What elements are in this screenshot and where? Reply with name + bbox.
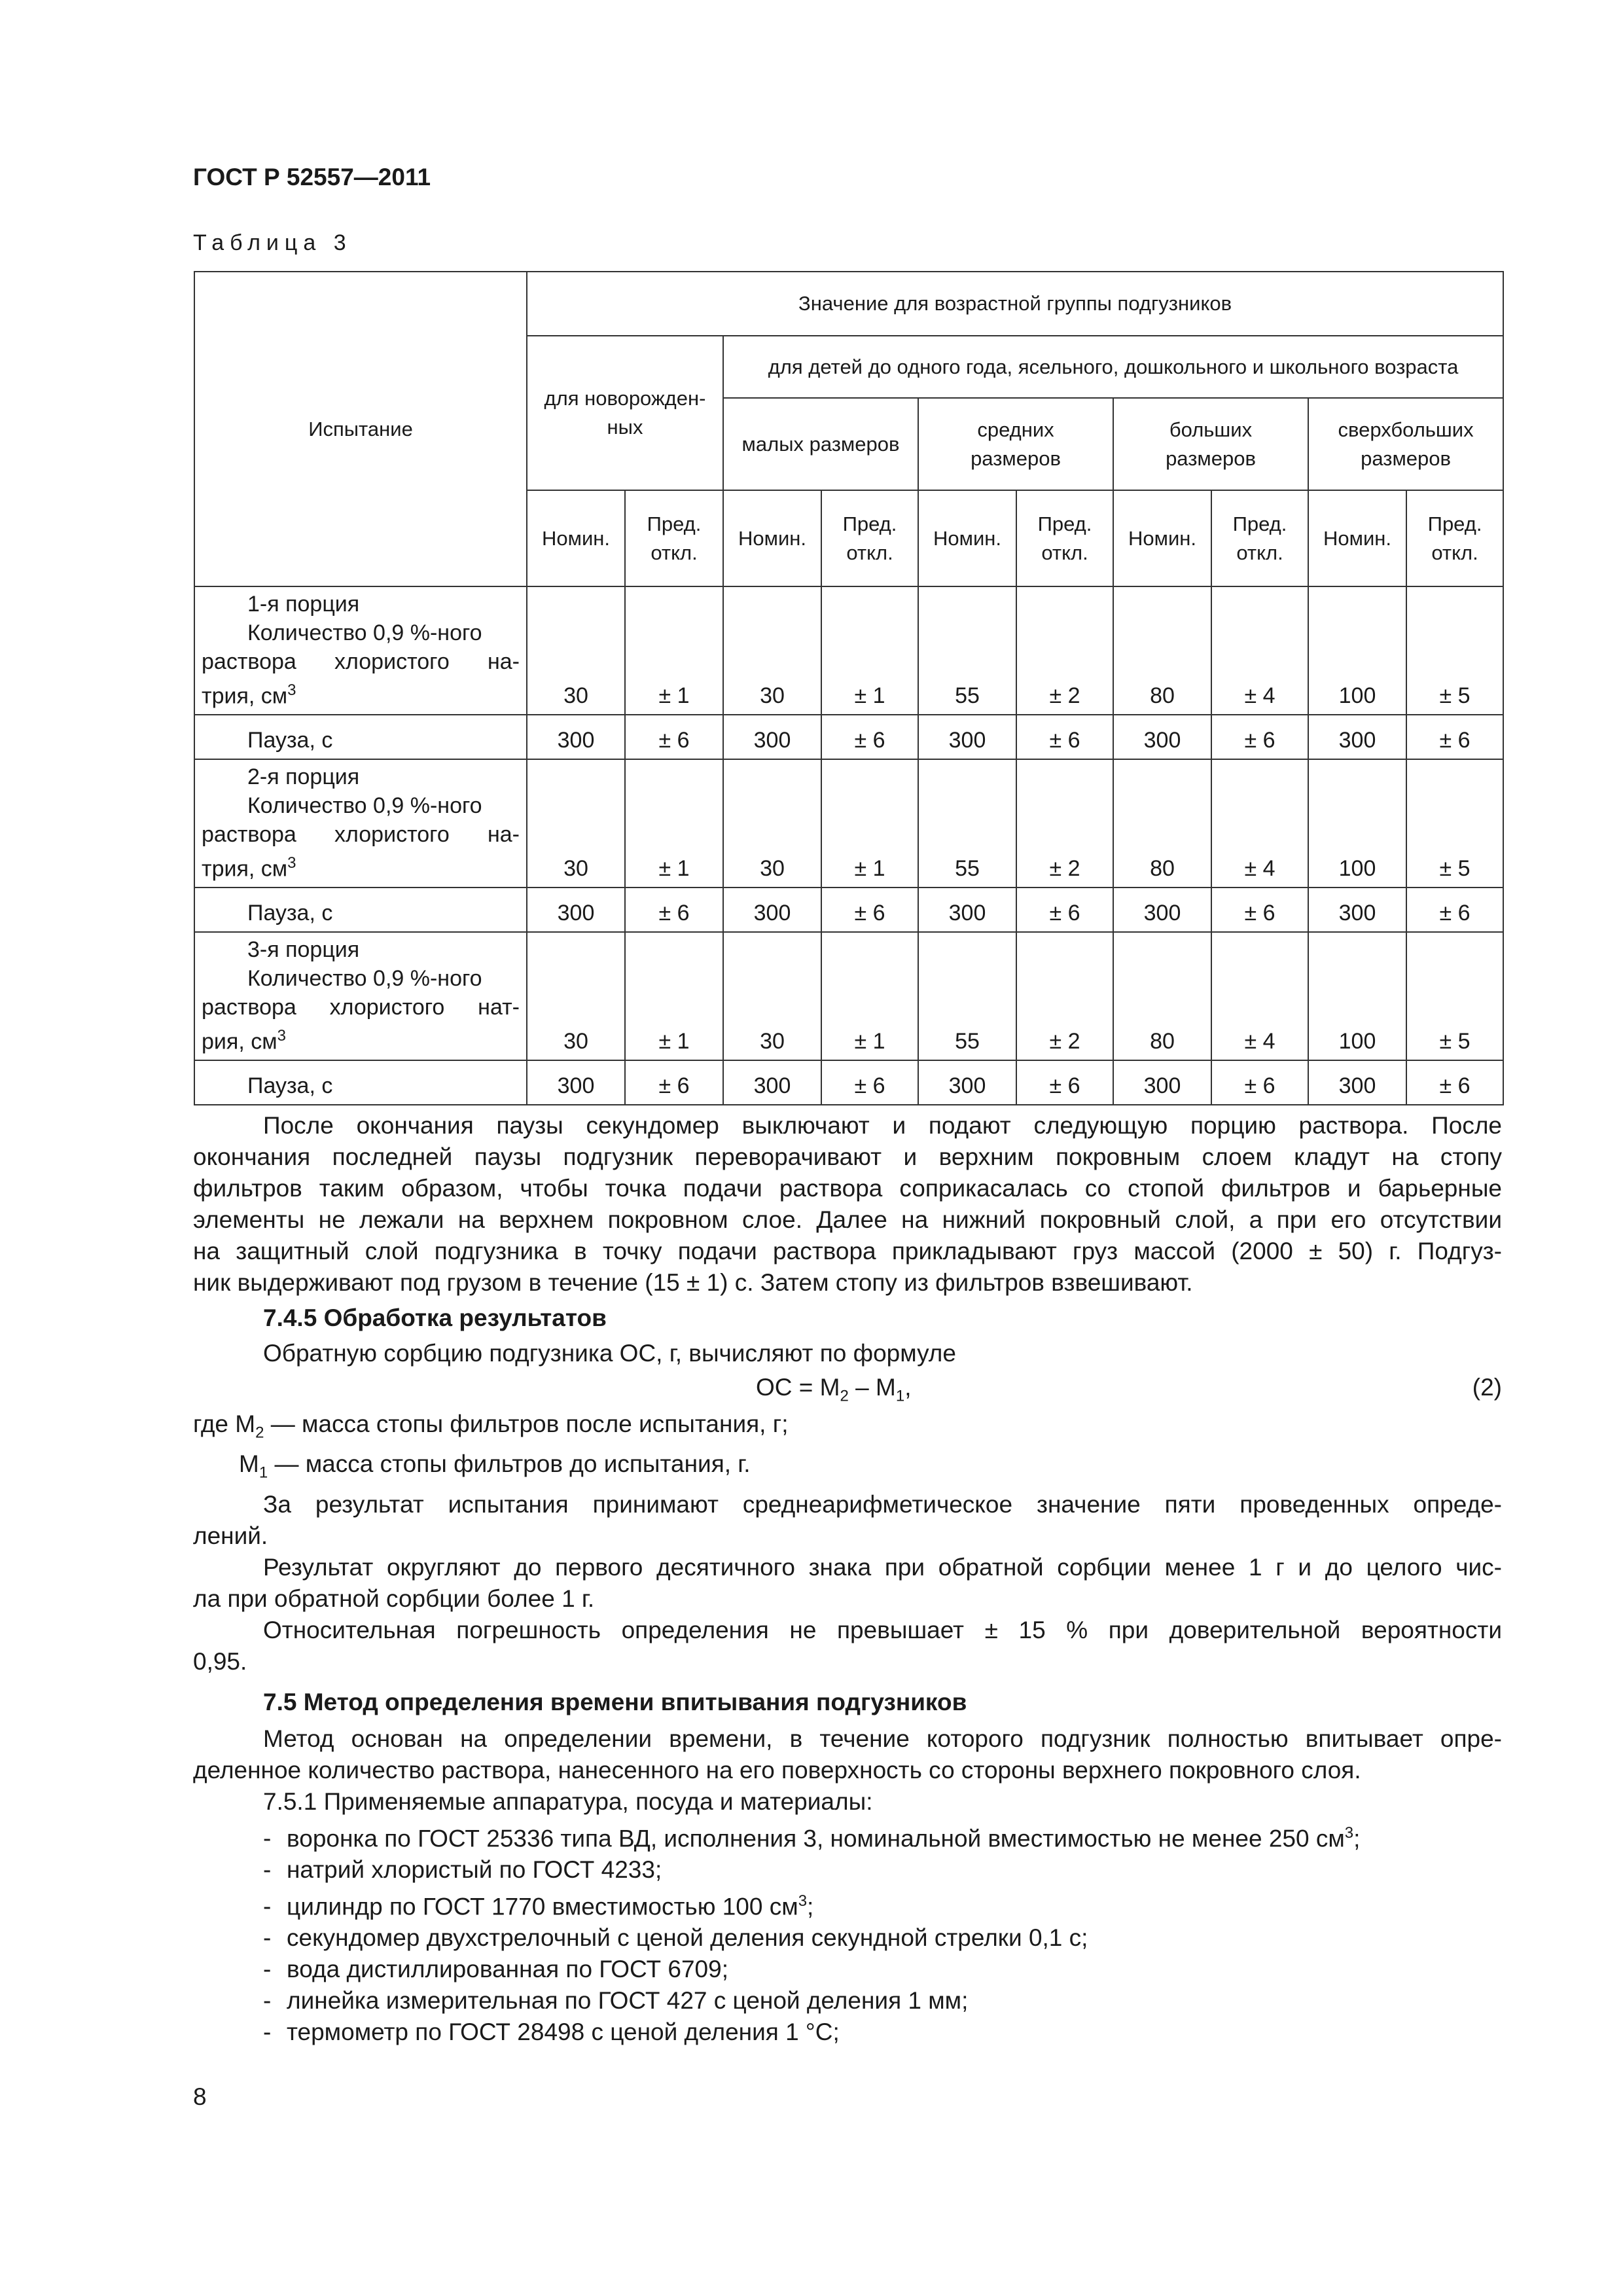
paragraph-after-pause: После окончания паузы секундомер выключают и подают следующую порцию раствора. После окончания последней паузы подгузник переворачивают и верхним покровным слоем кладут на стопу фильтров таким образом, чтобы точка подачи раствора соприкасалась со стопой фильтров и барьерные элементы не лежали на верхнем покровном слое. Далее на нижний покровный слой, а при его отсутствии на защитный слой подгузника в точку подачи раствора прикладывают груз массой (2000 ± 50) г. Подгуз- ник выдерживают под грузом в течение (15 ± 1) с. Затем стопу из фильтров взвешивают.	[193, 1112, 1502, 1296]
nominal-value: 100	[1308, 586, 1406, 715]
deviation-value: ± 1	[625, 932, 723, 1060]
nominal-value: 300	[1113, 1060, 1211, 1105]
header-deviation: Пред. откл.	[1406, 490, 1503, 586]
row-label: Пауза, с	[194, 1060, 527, 1105]
nominal-value: 300	[1113, 888, 1211, 932]
body-text	[193, 1110, 1502, 2048]
deviation-value: ± 6	[625, 888, 723, 932]
deviation-value: ± 6	[1016, 1060, 1113, 1105]
header-nominal: Номин.	[527, 490, 625, 586]
nominal-value: 300	[527, 1060, 625, 1105]
nominal-value: 300	[918, 888, 1016, 932]
nominal-value: 300	[527, 888, 625, 932]
page-number: 8	[193, 2083, 207, 2110]
deviation-value: ± 1	[625, 759, 723, 888]
nominal-value: 300	[723, 1060, 821, 1105]
deviation-value: ± 6	[1016, 888, 1113, 932]
header-large: больших размеров	[1113, 398, 1308, 490]
pause-row	[194, 888, 1503, 932]
nominal-value: 300	[1308, 715, 1406, 759]
nominal-value: 100	[1308, 932, 1406, 1060]
nominal-value: 100	[1308, 759, 1406, 888]
deviation-value: ± 4	[1211, 586, 1308, 715]
equipment-item: - секундомер двухстрелочный с ценой деления секундной стрелки 0,1 с;	[263, 1924, 1088, 1952]
paragraph-method: Метод основан на определении времени, в течение которого подгузник полностью впитывает опре- деленное количество раствора, нанесенного на его поверхность со стороны верхнего покровного слоя.	[193, 1725, 1502, 1784]
header-deviation: Пред. откл.	[625, 490, 723, 586]
deviation-value: ± 5	[1406, 759, 1503, 888]
nominal-value: 300	[918, 1060, 1016, 1105]
formula-line	[193, 1369, 1502, 1408]
deviation-value: ± 6	[1211, 715, 1308, 759]
deviation-value: ± 2	[1016, 932, 1113, 1060]
portion-row	[194, 932, 1503, 1060]
header-medium: средних размеров	[918, 398, 1113, 490]
equipment-intro: 7.5.1 Применяемые аппаратура, посуда и материалы:	[263, 1787, 873, 1815]
header-nominal: Номин.	[1308, 490, 1406, 586]
section-heading-7-5: 7.5 Метод определения времени впитывания подгузников	[263, 1688, 967, 1715]
deviation-value: ± 2	[1016, 759, 1113, 888]
row-label: Пауза, с	[194, 715, 527, 759]
deviation-value: ± 6	[821, 715, 918, 759]
paragraph-result: За результат испытания принимают среднеарифметическое значение пяти проведенных опреде- лений.	[193, 1490, 1502, 1549]
header-test: Испытание	[194, 272, 527, 586]
nominal-value: 30	[527, 759, 625, 888]
portion-row	[194, 759, 1503, 888]
deviation-value: ± 6	[625, 715, 723, 759]
deviation-value: ± 6	[1211, 1060, 1308, 1105]
results-table	[194, 271, 1504, 1105]
equipment-item: - натрий хлористый по ГОСТ 4233;	[263, 1856, 662, 1884]
pause-row	[194, 1060, 1503, 1105]
nominal-value: 300	[527, 715, 625, 759]
equipment-item: - линейка измерительная по ГОСТ 427 с ценой деления 1 мм;	[263, 1987, 969, 2015]
row-label: 3-я порция Количество 0,9 %-ного раствора хлористого нат- рия, $см^3$	[194, 932, 527, 1060]
deviation-value: ± 6	[821, 1060, 918, 1105]
nominal-value: 300	[1308, 888, 1406, 932]
equipment-item: - цилиндр по ГОСТ 1770 вместимостью 100 $см^3$;	[263, 1892, 814, 1920]
section-heading-7-4-5: 7.4.5 Обработка результатов	[263, 1304, 607, 1331]
header-nominal: Номин.	[723, 490, 821, 586]
nominal-value: 55	[918, 586, 1016, 715]
paragraph-error: Относительная погрешность определения не превышает ± 15 % при доверительной вероятности 0,95.	[193, 1616, 1502, 1675]
formula: ОС = $М_2 - М_1$,	[756, 1374, 912, 1405]
header-deviation: Пред. откл.	[1016, 490, 1113, 586]
deviation-value: ± 1	[625, 586, 723, 715]
nominal-value: 30	[527, 586, 625, 715]
header-nominal: Номин.	[1113, 490, 1211, 586]
paragraph-rounding: Результат округляют до первого десятичного знака при обратной сорбции менее 1 г и до целого чис- ла при обратной сорбции более 1 г.	[193, 1553, 1502, 1612]
equipment-item: - вода дистиллированная по ГОСТ 6709;	[263, 1956, 728, 1983]
equipment-item: - термометр по ГОСТ 28498 с ценой деления 1 °С;	[263, 2018, 840, 2046]
nominal-value: 300	[918, 715, 1016, 759]
deviation-value: ± 6	[1406, 715, 1503, 759]
nominal-value: 300	[723, 715, 821, 759]
deviation-value: ± 4	[1211, 759, 1308, 888]
header-nominal: Номин.	[918, 490, 1016, 586]
nominal-value: 80	[1113, 586, 1211, 715]
header-deviation: Пред. откл.	[1211, 490, 1308, 586]
deviation-value: ± 1	[821, 932, 918, 1060]
deviation-value: ± 6	[1211, 888, 1308, 932]
deviation-value: ± 2	[1016, 586, 1113, 715]
deviation-value: ± 6	[1406, 1060, 1503, 1105]
deviation-value: ± 6	[625, 1060, 723, 1105]
header-value-group: Значение для возрастной группы подгузников	[527, 272, 1503, 336]
standard-header: ГОСТ Р 52557—2011	[193, 164, 431, 190]
nominal-value: 80	[1113, 759, 1211, 888]
row-label: 1-я порция Количество 0,9 %-ного раствора хлористого на- трия, $см^3$	[194, 586, 527, 715]
header-newborn: для новорожден- ных	[527, 336, 723, 490]
where-m1: $М_1$ — масса стопы фильтров до испытания, г.	[239, 1450, 751, 1482]
deviation-value: ± 5	[1406, 932, 1503, 1060]
deviation-value: ± 6	[1406, 888, 1503, 932]
nominal-value: 80	[1113, 932, 1211, 1060]
header-xlarge: сверхбольших размеров	[1308, 398, 1503, 490]
nominal-value: 55	[918, 759, 1016, 888]
row-label: Пауза, с	[194, 888, 527, 932]
deviation-value: ± 5	[1406, 586, 1503, 715]
deviation-value: ± 4	[1211, 932, 1308, 1060]
nominal-value: 30	[527, 932, 625, 1060]
row-label: 2-я порция Количество 0,9 %-ного раствора хлористого на- трия, $см^3$	[194, 759, 527, 888]
nominal-value: 300	[1308, 1060, 1406, 1105]
nominal-value: 300	[1113, 715, 1211, 759]
deviation-value: ± 1	[821, 586, 918, 715]
equipment-item: - воронка по ГОСТ 25336 типа ВД, исполнения 3, номинальной вместимостью не менее 250 $см^3$;	[263, 1823, 1361, 1852]
nominal-value: 300	[723, 888, 821, 932]
portion-row	[194, 586, 1503, 715]
formula-number: (2)	[1472, 1374, 1502, 1401]
header-children: для детей до одного года, ясельного, дошкольного и школьного возраста	[723, 336, 1503, 398]
deviation-value: ± 1	[821, 759, 918, 888]
deviation-value: ± 6	[821, 888, 918, 932]
table-caption: Таблица 3	[193, 230, 352, 255]
pause-row	[194, 715, 1503, 759]
nominal-value: 30	[723, 759, 821, 888]
where-m2: где $М_2$ — масса стопы фильтров после испытания, г;	[193, 1410, 789, 1442]
equipment-list	[193, 1818, 1502, 2049]
nominal-value: 55	[918, 932, 1016, 1060]
nominal-value: 30	[723, 932, 821, 1060]
header-small: малых размеров	[723, 398, 918, 490]
nominal-value: 30	[723, 586, 821, 715]
header-deviation: Пред. откл.	[821, 490, 918, 586]
deviation-value: ± 6	[1016, 715, 1113, 759]
formula-intro: Обратную сорбцию подгузника ОС, г, вычисляют по формуле	[263, 1340, 956, 1367]
